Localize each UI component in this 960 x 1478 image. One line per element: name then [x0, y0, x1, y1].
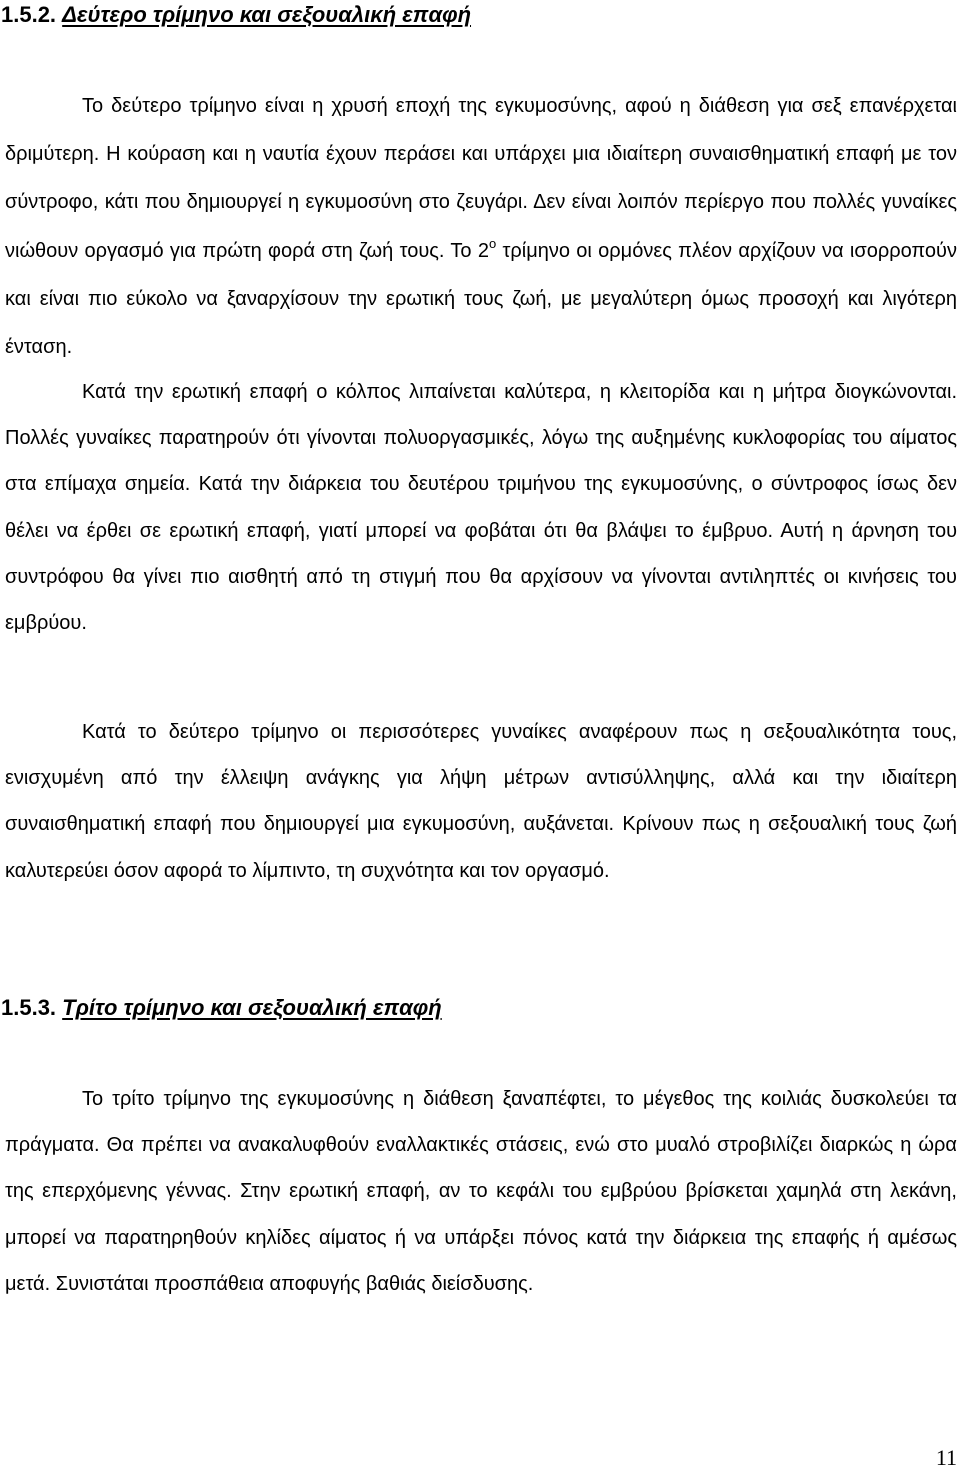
paragraph-text: τρίμηνο οι ορμόνες πλέον αρχίζουν να ισορροπούν και είναι πιο εύκολο να ξαναρχίσουν την ερωτική τους ζωή, με μεγαλύτερη όμως προσοχή και λιγότερη ένταση. [5, 239, 957, 359]
section-heading [1, 0, 471, 30]
section-title: Τρίτο τρίμηνο και σεξουαλική επαφή [62, 995, 442, 1020]
paragraph: Το τρίτο τρίμηνο της εγκυμοσύνης η διάθεση ξαναπέφτει, το μέγεθος της κοιλιάς δυσκολεύει τα πράγματα. Θα πρέπει να ανακαλυφθούν εναλλακτικές στάσεις, ενώ στο μυαλό στροβιλίζει διαρκώς η ώρα της επερχόμενης γέννας. Στην ερωτική επαφή, αν το κεφάλι του εμβρύου βρίσκεται χαμηλά στη λεκάνη, μπορεί να παρατηρηθούν κηλίδες αίματος ή να υπάρξει πόνος κατά την διάρκεια της επαφής ή αμέσως μετά. Συνιστάται προσπάθεια αποφυγής βαθιάς διείσδυσης. [5, 1088, 957, 1295]
ordinal-superscript: ο [488, 235, 497, 251]
paragraph [5, 82, 957, 371]
paragraph: Κατά την ερωτική επαφή ο κόλπος λιπαίνεται καλύτερα, η κλειτορίδα και η μήτρα διογκώνονται. Πολλές γυναίκες παρατηρούν ότι γίνονται πολυοργασμικές, λόγω της αυξημένης κυκλοφορίας του αίματος στα επίμαχα σημεία. Κατά την διάρκεια του δευτέρου τριμήνου της εγκυμοσύνης, ο σύντροφος ίσως δεν θέλει να έρθει σε ερωτική επαφή, γιατί μπορεί να φοβάται ότι θα βλάψει το έμβρυο. Αυτή η άρνηση του συντρόφου θα γίνει πιο αισθητή από τη στιγμή που θα αρχίσουν να γίνονται αντιληπτές οι κινήσεις του εμβρύου. [5, 381, 957, 635]
paragraph: Κατά το δεύτερο τρίμηνο οι περισσότερες γυναίκες αναφέρουν πως η σεξουαλικότητα τους, ενισχυμένη από την έλλειψη ανάγκης για λήψη μέτρων αντισύλληψης, αλλά και την ιδιαίτερη συναισθηματική επαφή που δημιουργεί μια εγκυμοσύνη, αυξάνεται. Κρίνουν πως η σεξουαλική τους ζωή καλυτερεύει όσον αφορά το λίμπιντο, τη συχνότητα και τον οργασμό. [5, 721, 957, 882]
section-heading [1, 993, 442, 1023]
section-title: Δεύτερο τρίμηνο και σεξουαλική επαφή [62, 2, 472, 27]
section-number: 1.5.2. [1, 2, 57, 27]
paragraph-text: Το δεύτερο τρίμηνο είναι η χρυσή εποχή της εγκυμοσύνης, αφού η διάθεση για σεξ επανέρχεται δριμύτερη. Η κούραση και η ναυτία έχουν περάσει και υπάρχει μια ιδιαίτερη συναισθηματική επαφή με τον σύντροφο, κάτι που δημιουργεί η εγκυμοσύνη στο ζευγάρι. Δεν είναι λοιπόν περίεργο που πολλές γυναίκες νιώθουν οργασμό για πρώτη φορά στη ζωή τους. Το 2 [5, 95, 957, 262]
page-number: 11 [935, 1445, 957, 1470]
section-number: 1.5.3. [1, 995, 57, 1020]
